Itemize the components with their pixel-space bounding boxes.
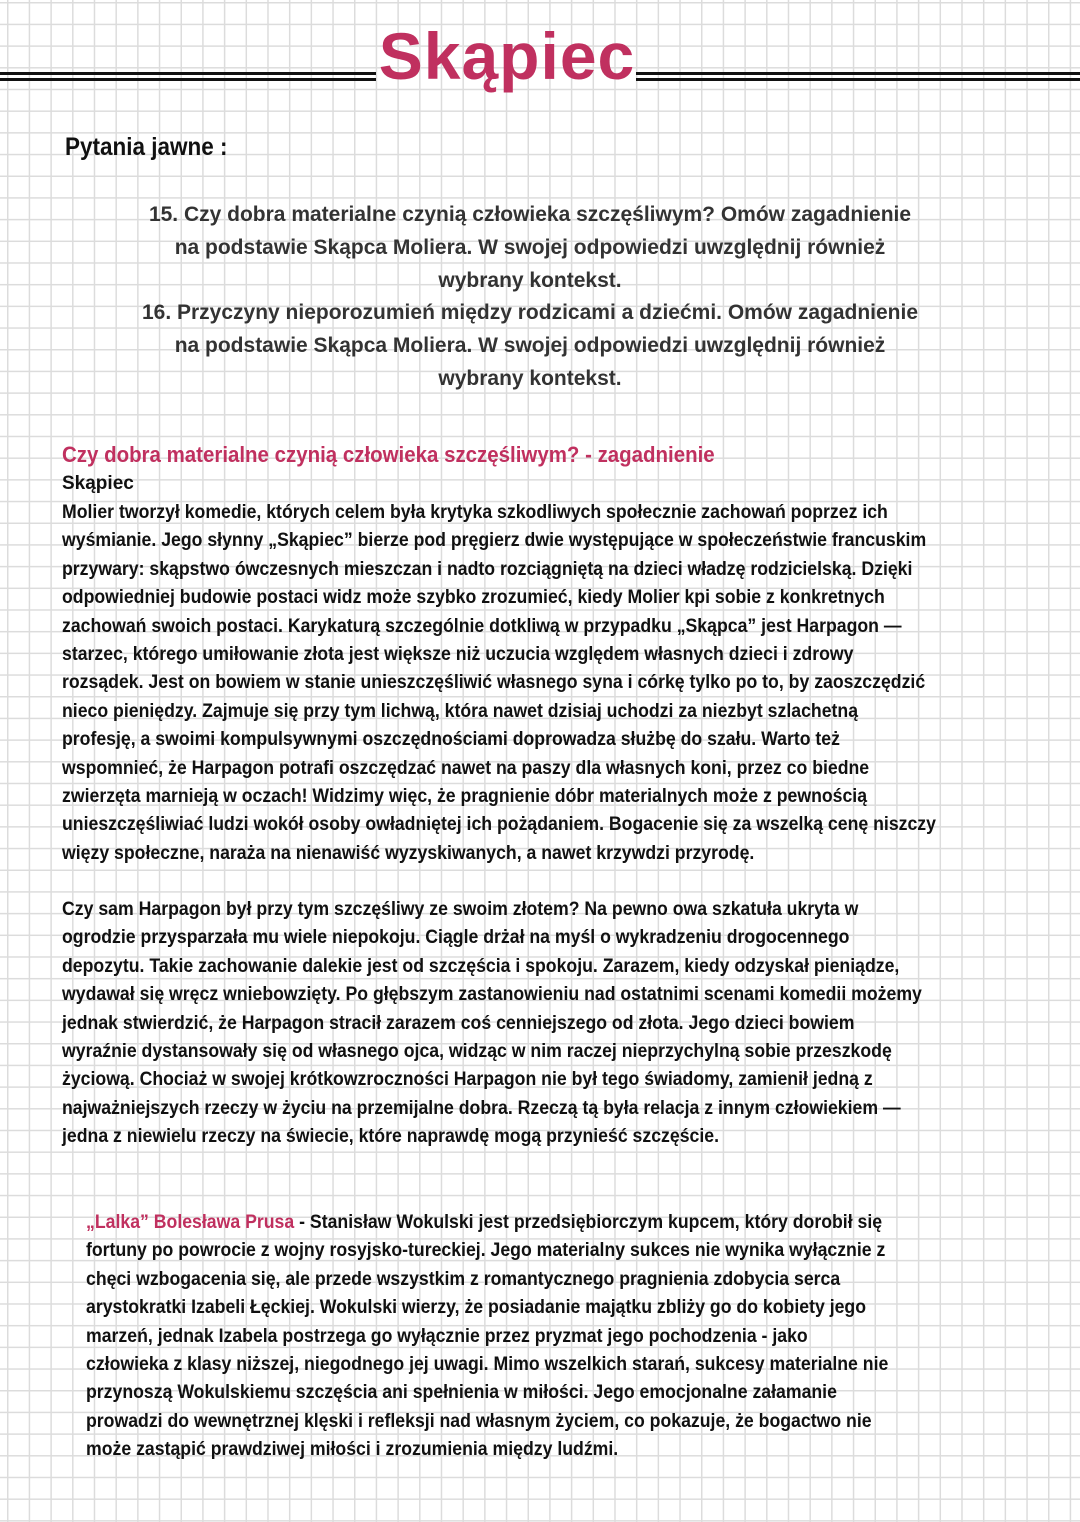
text-line: Czy sam Harpagon był przy tym szczęśliwy ze swoim złotem? Na pewno owa szkatuła ukryta w — [62, 899, 859, 920]
page-title — [0, 16, 1014, 96]
text-line: zachowań swoich postaci. Karykaturą szczególnie dotkliwą w przypadku „Skąpca” jest Harpagon — — [62, 615, 902, 637]
text-line: człowieka z klasy niższej, niegodnego jej uwagi. Mimo wszelkich starań, sukcesy materialne nie — [86, 1354, 889, 1376]
text-line: więzy społeczne, naraża na nienawiść wyzyskiwanych, a nawet krzywdzi przyrodę. — [62, 842, 755, 864]
question-line: 16. Przyczyny nieporozumień między rodzicami a dziećmi. Omów zagadnienie — [141, 301, 919, 325]
question-line: na podstawie Skąpca Moliera. W swojej odpowiedzi uwzględnij również — [174, 334, 886, 358]
text-line: wspomnieć, że Harpagon potrafi oszczędzać nawet na paszy dla własnych koni, przez co biedne — [62, 757, 870, 779]
paragraph-1 — [62, 499, 1002, 868]
question-line: 15. Czy dobra materialne czynią człowieka szczęśliwym? Omów zagadnienie — [148, 203, 912, 226]
text-line: najważniejszych rzeczy w życiu na przemijalne dobra. Rzeczą tą była relacja z innym człowiekiem — — [62, 1097, 901, 1119]
text-line: zwierzęta marnieją w oczach! Widzimy więc, że pragnienie dóbr materialnych może z pewnością — [62, 786, 868, 808]
text-line: rozsądek. Jest on bowiem w stanie unieszczęśliwić własnego syna i córkę tylko po to, by zaoszczędzić — [62, 672, 926, 694]
text-line: arystokratki Izabeli Łęckiej. Wokulski wierzy, że posiadanie majątku zbliży go do kobiety jego — [86, 1297, 867, 1319]
section-subtitle: Pytania jawne : — [65, 133, 228, 161]
context-lalka — [86, 1209, 949, 1465]
work-title: Skąpiec — [62, 473, 134, 494]
question-line: na podstawie Skąpca Moliera. W swojej odpowiedzi uwzględnij również — [174, 235, 886, 259]
text-line: życiową. Chociaż w swojej krótkowzroczności Harpagon nie był tego świadomy, zamienił jedną z — [62, 1069, 873, 1091]
text-line: chęci wzbogacenia się, ale przede wszystkim z romantycznego pragnienia zdobycia serca — [86, 1268, 841, 1290]
text-line: jedna z niewielu rzeczy na świecie, które naprawdę mogą przynieść szczęście. — [62, 1126, 720, 1148]
question-line: wybrany kontekst. — [438, 366, 622, 390]
context-first-line — [86, 1209, 888, 1237]
question-line: wybrany kontekst. — [438, 268, 622, 292]
text-line: prowadzi do wewnętrznej klęski i refleksji nad własnym życiem, co pokazuje, że bogactwo nie — [86, 1410, 872, 1432]
page-title-text: Skąpiec — [378, 19, 636, 93]
text-line: może zastąpić prawdziwej miłości i zrozumienia między ludźmi. — [86, 1439, 619, 1461]
text-line: wyraźnie dystansowały się od własnego ojca, widząc w nim raczej nieprzychylną sobie przeszkodę — [62, 1041, 892, 1063]
topic-heading: Czy dobra materialne czynią człowieka szczęśliwym? - zagadnienie — [62, 442, 715, 467]
questions-list — [0, 199, 1060, 396]
paragraph-2 — [62, 896, 987, 1152]
text-line: przywary: skąpstwo ówczesnych mieszczan i nadto rozciągniętą na dzieci władzę rodzicielską. Dzięki — [62, 558, 913, 580]
text-line: marzeń, jednak Izabela postrzega go wyłącznie przez pryzmat jego pochodzenia - jako — [86, 1325, 808, 1347]
text-line: unieszczęśliwiać ludzi wokół osoby owładniętej ich pożądaniem. Bogacenie się za wszelką cenę niszczy — [62, 814, 936, 836]
text-line: fortuny po powrocie z wojny rosyjsko-tureckiej. Jego materialny sukces nie wynika wyłącznie z — [86, 1240, 886, 1262]
text-line: odpowiedniej budowie postaci widz może szybko zrozumieć, kiedy Molier kpi sobie z konkretnych — [62, 587, 885, 609]
text-line: nieco pieniędzy. Zajmuje się przy tym lichwą, która nawet dzisiaj uchodzi za niezbyt szlachetną — [62, 700, 859, 722]
text-line: przynoszą Wokulskiemu szczęścia ani spełnienia w miłości. Jego emocjonalne załamanie — [86, 1382, 837, 1404]
text-line: profesję, a swoimi kompulsywnymi oszczędnościami doprowadza służbę do szału. Warto też — [62, 729, 840, 751]
text-line: wydawał się wręcz wniebowzięty. Po głębszym zastanowieniu nad ostatnimi scenami komedii możemy — [62, 984, 922, 1006]
text-line: depozytu. Takie zachowanie dalekie jest od szczęścia i spokoju. Zarazem, kiedy odzyskał pieniądze, — [62, 955, 900, 977]
context-title: „Lalka” Bolesława Prusa — [86, 1212, 295, 1233]
text-line: wyśmianie. Jego słynny „Skąpiec” bierze pod pręgierz dwie występujące w społeczeństwie francuskim — [62, 530, 927, 552]
text-line: Molier tworzył komedie, których celem była krytyka szkodliwych społecznie zachowań poprzez ich — [62, 502, 888, 523]
context-first-line-text: - Stanisław Wokulski jest przedsiębiorczym kupcem, który dorobił się — [294, 1212, 883, 1233]
text-line: ogrodzie przysparzała mu wiele niepokoju. Ciągle drżał na myśl o wykradzeniu drogocennego — [62, 927, 850, 949]
text-line: starzec, którego umiłowanie złota jest większe niż uczucia względem własnych dzieci i zdrowy — [62, 644, 854, 666]
text-line: jednak stwierdzić, że Harpagon stracił zarazem coś cenniejszego od złota. Jego dzieci bowiem — [62, 1012, 855, 1034]
